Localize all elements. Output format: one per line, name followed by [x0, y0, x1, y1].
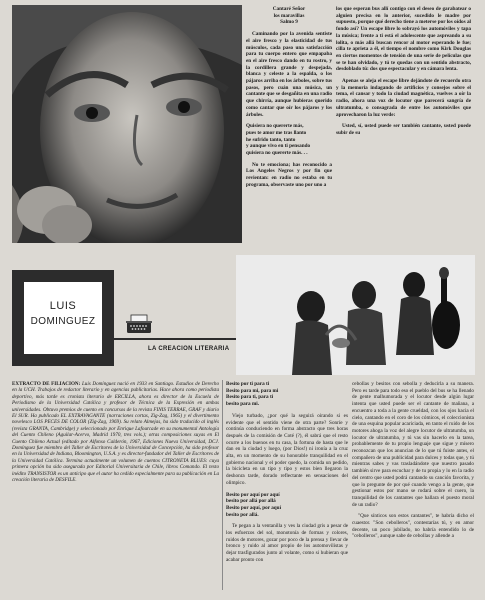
right-paragraph-2: Apenas se aleja el escape libre dejándote de recuerdo otra y la memoria indagando de artificios y consejos sobre el tema, el cansar y todo la ciudad magnética, vuelves a oír la radio, ahora una voz de locutor que parecerá sangría de ultratumba, o consagrada de entre los automóviles que aprovecharon la luz verde:: [336, 78, 471, 118]
author-first-name: LUIS: [49, 300, 77, 312]
verse-line: he sufrido tanto, tanto: [246, 136, 296, 143]
poem-title-line-1: Cantaré Señor: [272, 6, 306, 12]
right-paragraph-1: los que esperan bus allí contigo con el deseo de garabatear o alguien precisa en lo anterior, sucedido le madre por supuesto, porque qué derecho tiene a meterse por los oídos al fondo así? Un escape libre lo sobrayó los automóviles y tapa la música; frente a ti está el adolescente que aspreando a su lolita, o más allá buscan rencor al motor esperando le fue; cilla te aprieta a él, el tiempo el nombre como Kirk Douglas en ciertos momentos de tensión de una serie de películas que se te han olvidado, y tú te quedas con un sentido abstracto, desdoblado tú: dos que espectacular y en cámara lenta.: [336, 6, 471, 73]
author-name-box: [12, 270, 114, 366]
verse-line: Quisiera no quererte más,: [246, 123, 304, 130]
verse-line: besito para mi.: [226, 401, 259, 408]
poem-title-line-3: Salmo 9: [280, 19, 298, 26]
verse-line: y aunque vivo en ti pensando: [246, 143, 311, 150]
author-last-name: DOMINGUEZ: [30, 316, 96, 327]
column-middle-bottom: [226, 381, 348, 564]
column-rule: [222, 380, 223, 590]
poem-paragraph-2: No te emociona; has reconocido a Los Angeles Negros y por fin que revientan: en radio no estaba en tu programa, observaste uno por uno a: [246, 161, 332, 188]
verse-line: besito por allá.: [226, 511, 259, 518]
author-bio: [12, 381, 219, 484]
bio-lead: EXTRACTO DE FILIACION:: [12, 381, 81, 387]
right-bottom-paragraph-1: cebollas y besitos con sebolla y deducirla a su manera. Pero es tarde para todo eso el pueblo del bus se ha llenado de gente malhumorada y el locutor desde algún lugar intenta que usted puede ser el cantante de mañana, a encuentro a toda a la gente crueldad, con los ojos hacia el cielo, cantando en el coro de los cómicos, el coleccionista de una esquina popular acariciada, en tanto el ruido de los motores ahoga la voz del alegre locutor de ultratumba, un locutor de ultratumba, y tú vas sin hacerlo en la tarea, probablemente de tu propio lenguaje que sigue y mísero reconozcan que los anuncian de lo que tú fuiste antes, el compañero de una publicidad para dulces y todas que, y tú mientras sabes y vas trasladándote que nuestro pasado también sirve para escuchar y de tu propia y lo en la radio del centro que usted podrá cantando su canción favorita, y que lo pregunte de por qué cuando vengo a la gente, que gestionar estos por mano se rodará sobre el cuero, la tranquilidad de los cantantes que hallara el puesto moral de un radio?: [352, 381, 474, 508]
column-right-top: [336, 6, 471, 137]
verse-line: Besito por ti para ti: [226, 381, 270, 387]
verse-line: Besito por aquí por aquí: [226, 491, 280, 498]
typewriter-icon: [125, 313, 153, 335]
right-bottom-quote: "Que sínticos son estos cantantes", te habría dicho el cuaestor. "Son cebolleros", contestarías tú, y en amor decente, un poco jubilado, no habría entendido lo de "cebolleros", aunque sabe de cebollas y allende a: [352, 513, 474, 540]
column-middle-top: [246, 6, 332, 189]
poem-paragraph-1: Caminando por la avenida sentiste el aire fresco y la elasticidad de tus músculos, cada paso una satisfacción para tu cuerpo entero que empapaba en el aire fresco dando en tu rostro, y la cordillera grande y despejada, blanca y celeste a la espalda, o los pájaros arriba en los árboles, sobre tus pasos, pero cuán una música, un cantante que se desgañita en una radio que chirría, aunque hubieras querido como cantar que oír los pájaros y los árboles.: [246, 31, 332, 118]
verse-line: quisiera no quererte más. . .: [246, 150, 308, 157]
section-label: LA CREACION LITERARIA: [148, 346, 230, 352]
middle-bottom-paragraph-1: Viejo turbado, ¿por qué la seguirá oirando si es evidente que el sentido viene de otra parte? Sonríe y continúa conduciendo en forma abstracto que tres horas después de la comisión de Coté (?), él sabrá que el resto ocurre a los buenos en tu casa, la fortuna de hasta que le dan en la ciudad y luego, (por Dios!) ni ironía a la cruz alta, en un momento de su honorable tranquilidad en el gobierno nacional y el poder quedo, la comida un pedido, la bicicleta en un tipo y tipo y estos bien llegaron la deshonra tarde, dorado reflectante en sensaciones del olimpico.: [226, 412, 348, 486]
band-photo: [236, 255, 475, 375]
author-name-box-inner: [24, 282, 102, 354]
section-divider: [114, 338, 236, 340]
poem-title-line-2: los maravillas: [273, 12, 305, 19]
middle-bottom-paragraph-2: Te pegan a la ventanilla y ves la ciudad gris a pesar de los esfuerzos del sol, monotonía de formas y colores, ruidos de motores, gozar por poco de la prensa y llevar de bronco y ruido al amor propio de los automovilistas y dejar trasfigurados junto al volante, como si hubieran que acabar pronto con: [226, 523, 348, 563]
verse-line: besito por allá por allá: [226, 498, 276, 505]
column-right-bottom: [352, 381, 474, 540]
verse-line: Besito para mi, para mi: [226, 387, 279, 394]
author-portrait-photo: [12, 5, 242, 243]
verse-line: Besito para ti, para ti: [226, 394, 274, 401]
verse-line: pues te amor me tras llanto: [246, 129, 307, 136]
verse-line: Besito por aquí, por aquí: [226, 504, 282, 511]
right-paragraph-tail: Usted, sí, usted puede ser también cantante, usted puede subir de su: [336, 123, 471, 136]
bio-body: Luis Domínguez nació en 1933 en Santiago. Estudios de Derecho en la UCH. Trabajos de redactor literario y en agencias publicitarias. Hace ahora como periodista deportivo, más tarde es cronista literario de ERCILLA, ahora es director de la Escuela de Periodismo de la Universidad Católica y profesor de Técnica de la Expresión en ambas universidades. Obtuvo premios de cuento en concursos de la revista FINIS TERRAE, GRAF y diario El SUR. Ha publicado EL EXTRAVAGANTE (narraciones cortas, Zig-Zag, 1965) y el divertimento novelesco LOS PECES DE COLOR (Zig-Zag, 1969). Su relato Almejas, ha sido traducido al inglés (revista GRANTA, Cambridge) y seleccionado por Enrique Lafourcade en su monumental Antología del Cuento Chileno (Aguilar-Acervo, Madrid 1970, tres vols.); otras composiciones suyas en El Cuento Chileno Actual (editado por Alfonso Calderón, 1967, Ediciones Nueva Universidad, DCJ. Domínguez fue miembro del Taller de Escritores de la Universidad de Concepción, ha sido profesor en la Universidad de Indiana, Bloomington, U.S.A. y es director-fundador del Taller de Escritores de la Universidad Católica. Termina actualmente un volumen de cuentos CITRONETA BLUES: cuya primera opción ha sido asegurada por Editorial Universitaria de Chile, libros Comando. El texto inédito TRANSISTOR es un anticipo que el autor ha cedido especialmente para su publicación en La creación literaria de DESFILE.: [12, 381, 219, 484]
